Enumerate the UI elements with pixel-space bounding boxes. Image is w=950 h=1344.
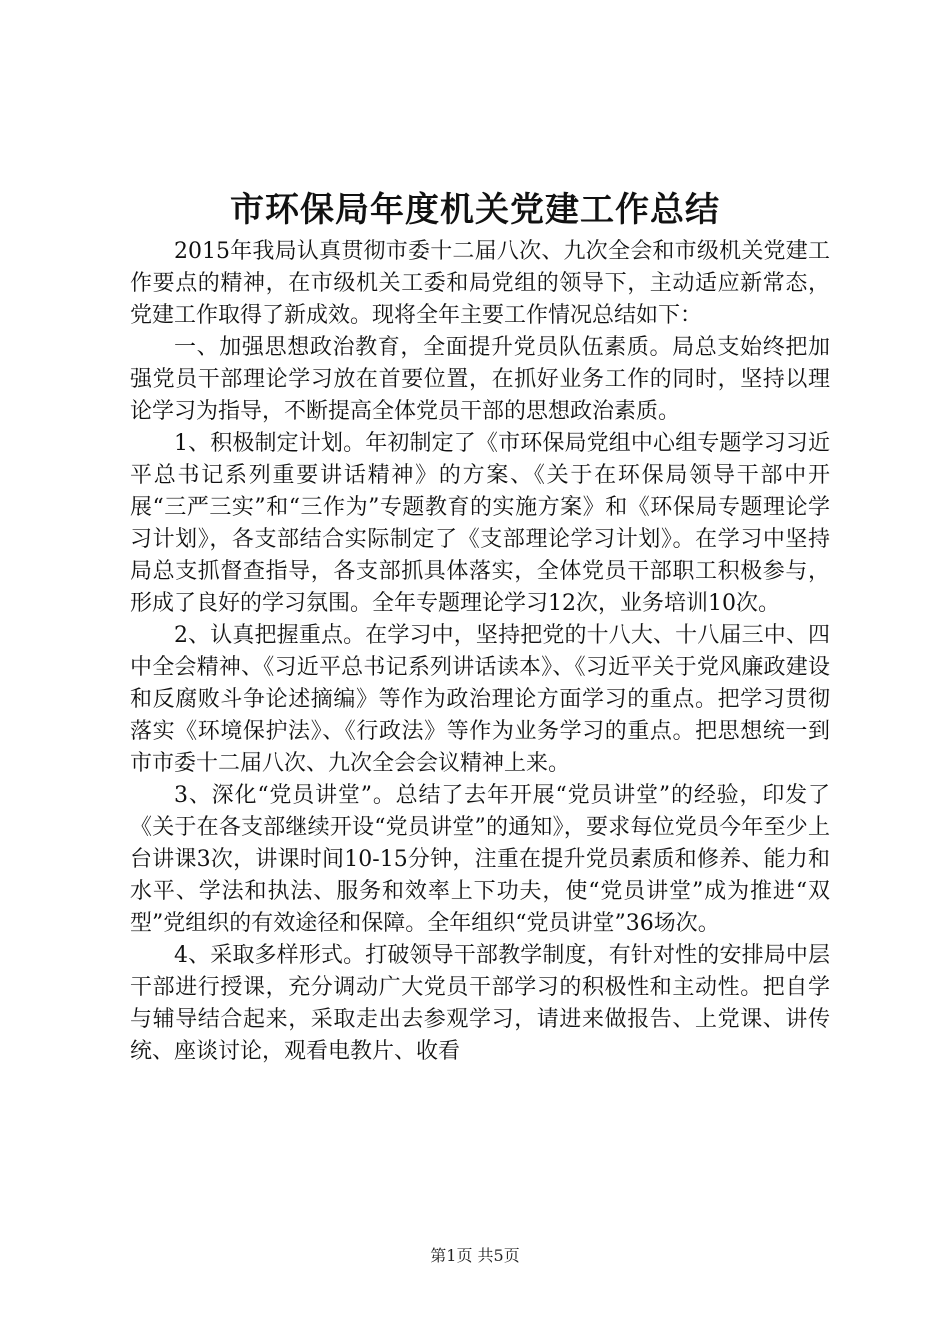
document-title: 市环保局年度机关党建工作总结	[230, 190, 720, 230]
document-body	[130, 236, 830, 1068]
paragraph-item-3: 3、深化“党员讲堂”。总结了去年开展“党员讲堂”的经验，印发了《关于在各支部继续开设“党员讲堂”的通知》，要求每位党员今年至少上台讲课3次，讲课时间10-15分钟，注重在提升党员素质和修养、能力和水平、学法和执法、服务和效率上下功夫，使“党员讲堂”成为推进“双型”党组织的有效途径和保障。全年组织“党员讲堂”36场次。	[130, 783, 830, 936]
page-number-footer: 第1页 共5页	[430, 1246, 520, 1265]
paragraph-item-2: 2、认真把握重点。在学习中，坚持把党的十八大、十八届三中、四中全会精神、《习近平总书记系列讲话读本》、《习近平关于党风廉政建设和反腐败斗争论述摘编》等作为政治理论方面学习的重点。把学习贯彻落实《环境保护法》、《行政法》等作为业务学习的重点。把思想统一到市市委十二届八次、九次全会会议精神上来。	[130, 623, 830, 776]
paragraph-intro: 2015年我局认真贯彻市委十二届八次、九次全会和市级机关党建工作要点的精神，在市级机关工委和局党组的领导下，主动适应新常态，党建工作取得了新成效。现将全年主要工作情况总结如下：	[130, 239, 830, 328]
paragraph-item-1: 1、积极制定计划。年初制定了《市环保局党组中心组专题学习习近平总书记系列重要讲话精神》的方案、《关于在环保局领导干部中开展“三严三实”和“三作为”专题教育的实施方案》和《环保局专题理论学习计划》，各支部结合实际制定了《支部理论学习计划》。在学习中坚持局总支抓督查指导，各支部抓具体落实，全体党员干部职工积极参与，形成了良好的学习氛围。全年专题理论学习12次，业务培训10次。	[130, 431, 830, 616]
paragraph-section-1: 一、加强思想政治教育，全面提升党员队伍素质。局总支始终把加强党员干部理论学习放在首要位置，在抓好业务工作的同时，坚持以理论学习为指导，不断提高全体党员干部的思想政治素质。	[130, 335, 830, 424]
paragraph-item-4: 4、采取多样形式。打破领导干部教学制度，有针对性的安排局中层干部进行授课，充分调动广大党员干部学习的积极性和主动性。把自学与辅导结合起来，采取走出去参观学习，请进来做报告、上党课、讲传统、座谈讨论，观看电教片、收看	[130, 943, 830, 1064]
